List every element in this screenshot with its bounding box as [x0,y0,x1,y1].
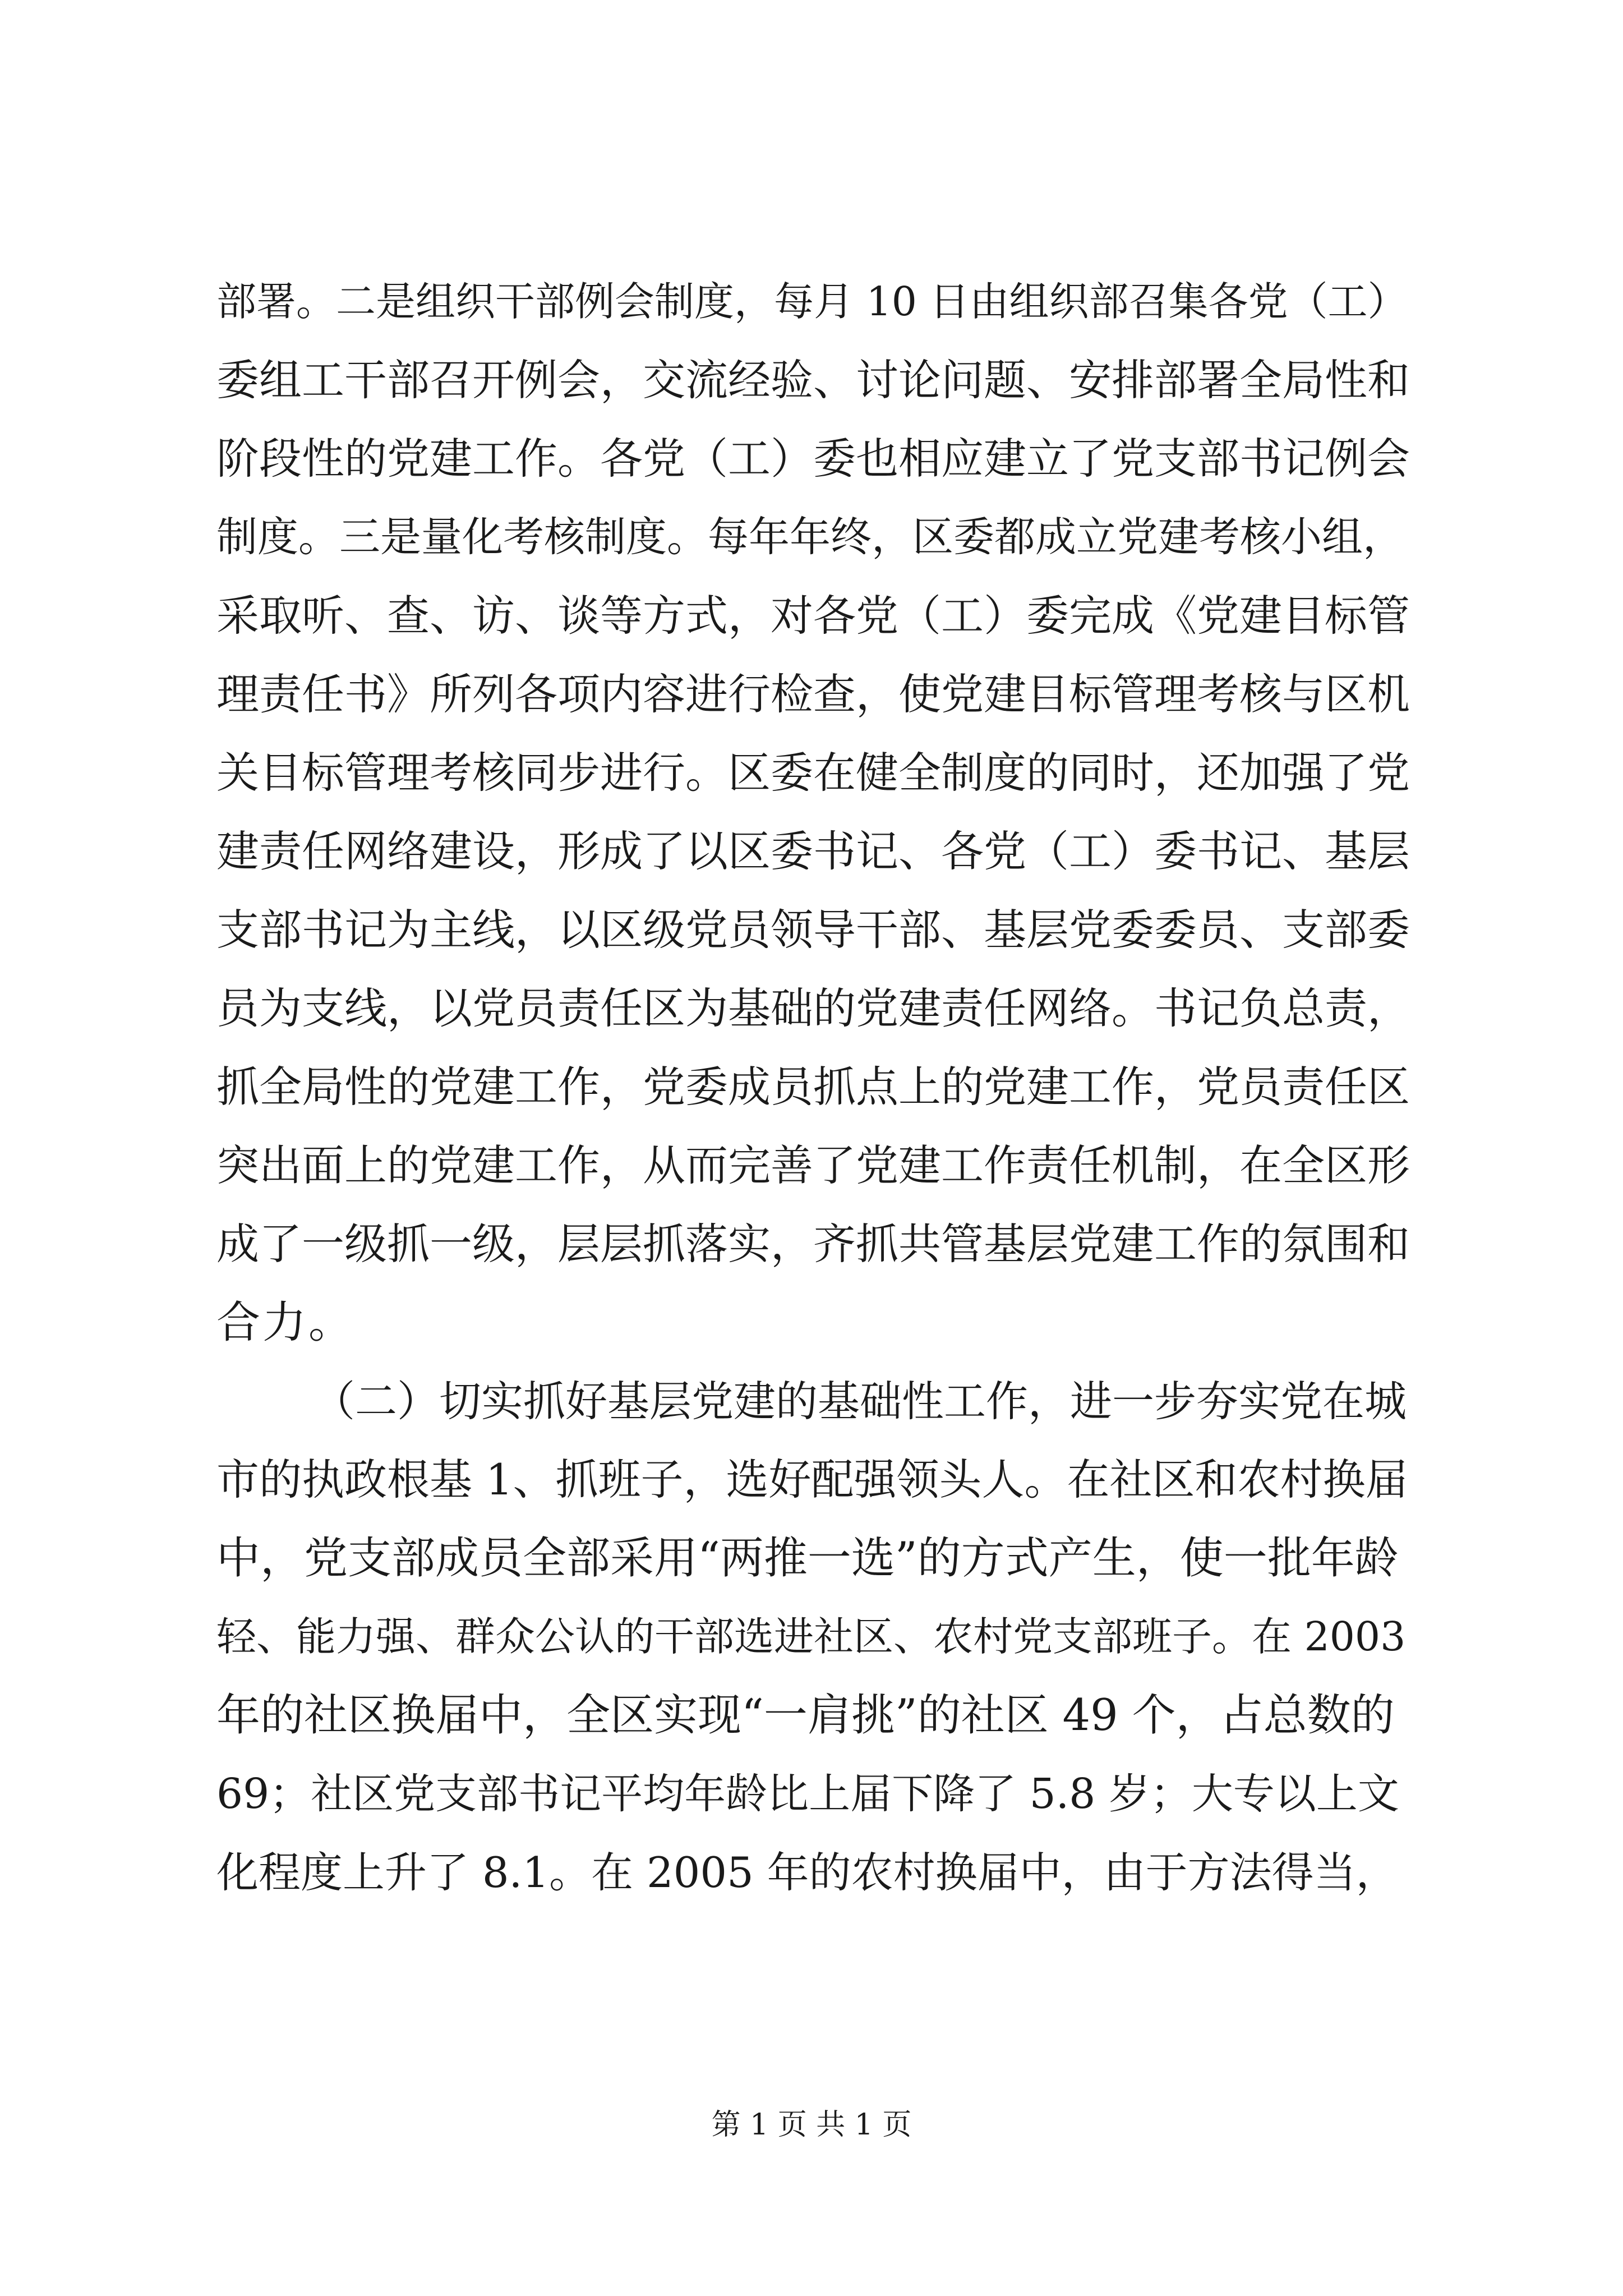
text-line: 市的执政根基 1、抓班子，选好配强领头人。在社区和农村换届 [216,1455,1408,1504]
text-line: 化程度上升了 8.1。在 2005 年的农村换届中，由于方法得当， [216,1848,1398,1897]
text-line: 支部书记为主线，以区级党员领导干部、基层党委委员、支部委 [216,905,1410,955]
text-line: 成了一级抓一级，层层抓落实，齐抓共管基层党建工作的氛围和 [216,1219,1410,1269]
text-line: 年的社区换届中，全区实现“一肩挑”的社区 49 个，占总数的 [216,1690,1395,1741]
text-line: 中，党支部成员全部采用“两推一选”的方式产生，使一批年龄 [216,1533,1399,1584]
text-line: 阶段性的党建工作。各党（工）委也相应建立了党支部书记例会 [216,434,1410,484]
text-line: 关目标管理考核同步进行。区委在健全制度的同时，还加强了党 [216,748,1410,798]
text-line-indented: （二）切实抓好基层党建的基础性工作，进一步夯实党在城 [313,1377,1407,1426]
text-line: 理责任书》所列各项内容进行检查，使党建目标管理考核与区机 [216,669,1410,719]
text-line: 轻、能力强、群众公认的干部选进社区、农村党支部班子。在 2003 [216,1613,1406,1660]
text-line: 部署。二是组织干部例会制度，每月 10 日由组织部召集各党（工） [216,278,1408,325]
text-line: 制度。三是量化考核制度。每年年终，区委都成立党建考核小组， [216,513,1404,561]
page-footer: 第 1 页 共 1 页 [711,2108,912,2142]
text-line: 突出面上的党建工作，从而完善了党建工作责任机制，在全区形 [216,1140,1410,1190]
text-line: 抓全局性的党建工作，党委成员抓点上的党建工作，党员责任区 [216,1062,1410,1112]
text-line: 员为支线，以党员责任区为基础的党建责任网络。书记负总责， [216,983,1410,1033]
text-line: 委组工干部召开例会，交流经验、讨论问题、安排部署全局性和 [216,355,1410,405]
text-line: 建责任网络建设，形成了以区委书记、各党（工）委书记、基层 [216,826,1410,876]
text-line: 合力。 [216,1297,355,1348]
text-line: 69；社区党支部书记平均年龄比上届下降了 5.8 岁；大专以上文 [216,1770,1399,1818]
text-line: 采取听、查、访、谈等方式，对各党（工）委完成《党建目标管 [216,591,1410,641]
